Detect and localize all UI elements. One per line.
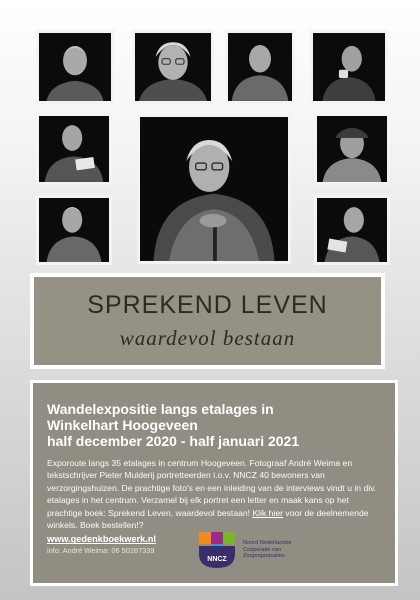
logo-line-1: Noord Nederlandse [243,540,292,546]
portrait-man-sweater [228,33,292,101]
title-box [30,273,385,369]
logo-line-3: Zorgorganisaties [243,553,285,560]
portrait-photo-1 [36,30,114,104]
logo-abbr: NNCZ [207,556,227,563]
contact-info: info: André Weima: 06 50287339 [47,546,155,556]
nncz-logo-icon [197,530,237,570]
logo-square-green [223,532,235,544]
logo-line-2: Coöperatie van [243,546,281,553]
portrait-man-papers [39,116,109,182]
portrait-woman-glasses [135,33,211,101]
portrait-photo-2 [132,30,214,104]
poster-subtitle: waardevol bestaan [119,326,296,350]
info-body-text: Exporoute langs 35 etalages in centrum Hoogeveen. Fotograaf André Weima en tekstschrijver Pieter Mulderij portretteerden i.o.v. NNCZ 40 bewoners van verzorgingshuizen. De prachtige foto's en een inleiding van de interviews vindt u in div. etalages in het centrum. Verzamel bij elk portret een letter en maak kans op het prachtige boek: Sprekend Leven, waardevol bestaan! [47,458,377,518]
klik-hier-link[interactable]: Klik hier [252,507,284,518]
nncz-logo-text [243,540,292,560]
portrait-man-papers-2 [317,198,387,262]
portrait-photo-main [137,114,291,264]
website-link[interactable]: www.gedenkboekwerk.nl [47,534,156,545]
portrait-photo-3 [225,30,295,104]
portrait-woman-cup [313,33,385,101]
info-body [47,457,381,531]
logo-square-purple [211,532,223,544]
portrait-man-cap [317,116,387,182]
heading-line-3: half december 2020 - half januari 2021 [47,433,300,449]
heading-line-2: Winkelhart Hoogeveen [47,417,198,433]
info-body-tail: voor de deelnemende winkels. Boek bestellen!? [47,507,369,531]
portrait-photo-7 [314,113,390,185]
info-heading [47,401,381,449]
poster-title: SPREKEND LEVEN [87,291,328,319]
portrait-photo-4 [310,30,388,104]
portrait-photo-8 [314,195,390,265]
portrait-woman-patterned [39,198,109,262]
heading-line-1: Wandelexpositie langs etalages in [47,401,274,417]
portrait-photo-6 [36,195,112,265]
portrait-bearded-man [39,33,111,101]
logo-square-orange [199,532,211,544]
portrait-photo-5 [36,113,112,185]
portrait-woman-with-cane [140,117,288,261]
